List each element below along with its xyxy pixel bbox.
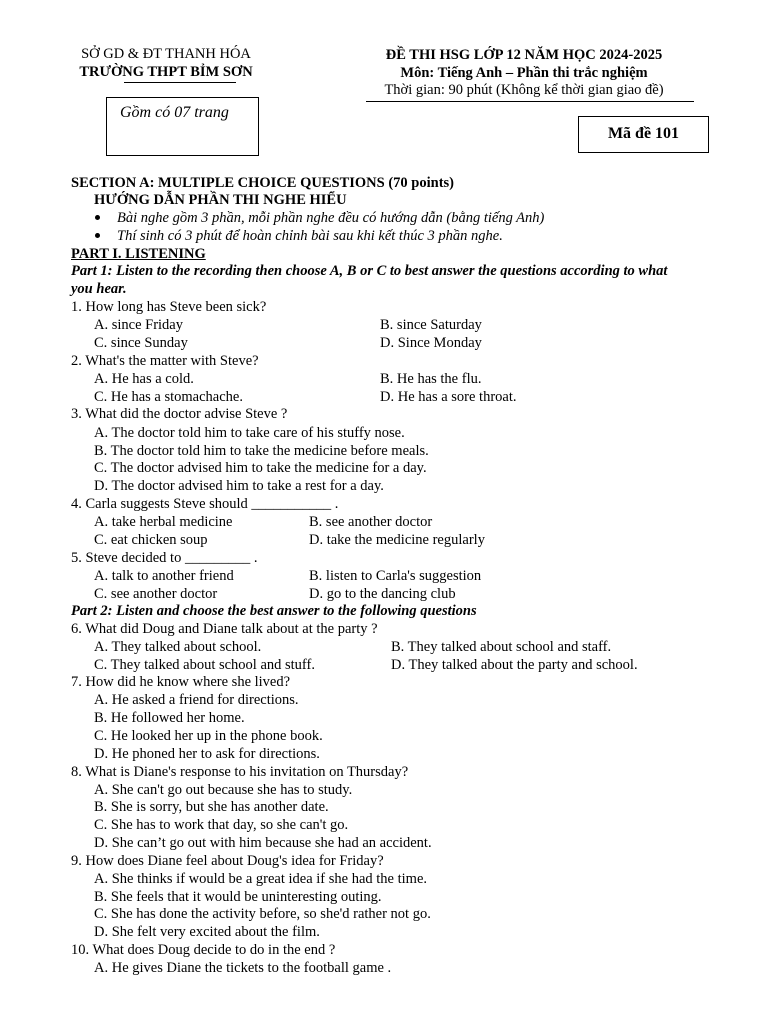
question-7: 7. How did he know where she lived?: [71, 674, 291, 690]
question-8: 8. What is Diane's response to his invitation on Thursday?: [71, 764, 409, 780]
q7-option-a: A. He asked a friend for directions.: [94, 692, 299, 708]
q7-option-b: B. He followed her home.: [94, 710, 245, 726]
q5-option-d: D. go to the dancing club: [309, 586, 456, 602]
q4-option-c: C. eat chicken soup: [94, 532, 208, 548]
listening-guide-title: HƯỚNG DẪN PHẦN THI NGHE HIỂU: [94, 192, 347, 208]
q10-option-a: A. He gives Diane the tickets to the football game .: [94, 960, 392, 976]
q7-option-c: C. He looked her up in the phone book.: [94, 728, 323, 744]
q9-option-b: B. She feels that it would be uninteresting outing.: [94, 889, 382, 905]
exam-code: Mã đề 101: [607, 125, 680, 142]
question-2: 2. What's the matter with Steve?: [71, 353, 259, 369]
q4-option-d: D. take the medicine regularly: [309, 532, 485, 548]
question-3: 3. What did the doctor advise Steve ?: [71, 406, 288, 422]
part-1-heading: PART I. LISTENING: [71, 246, 206, 262]
q6-option-a: A. They talked about school.: [94, 639, 262, 655]
q3-option-c: C. The doctor advised him to take the medicine for a day.: [94, 460, 427, 476]
question-10: 10. What does Doug decide to do in the end ?: [71, 942, 336, 958]
q3-option-d: D. The doctor advised him to take a rest for a day.: [94, 478, 384, 494]
q4-option-a: A. take herbal medicine: [94, 514, 233, 530]
subject-line: Môn: Tiếng Anh – Phần thi trắc nghiệm: [400, 65, 648, 81]
question-6: 6. What did Doug and Diane talk about at the party ?: [71, 621, 378, 637]
exam-code-box: [578, 116, 709, 153]
part-2-heading: Part 2: Listen and choose the best answer to the following questions: [71, 603, 477, 619]
q8-option-d: D. She can’t go out with him because she had an accident.: [94, 835, 432, 851]
page-count-box: [106, 97, 259, 156]
question-4: 4. Carla suggests Steve should ___________ .: [71, 496, 339, 512]
q2-option-b: B. He has the flu.: [380, 371, 482, 387]
q3-option-b: B. The doctor told him to take the medicine before meals.: [94, 443, 429, 459]
q8-option-a: A. She can't go out because she has to study.: [94, 782, 353, 798]
q9-option-d: D. She felt very excited about the film.: [94, 924, 320, 940]
time-line: Thời gian: 90 phút (Không kể thời gian giao đề): [384, 82, 664, 98]
q1-option-d: D. Since Monday: [380, 335, 482, 351]
q8-option-b: B. She is sorry, but she has another date.: [94, 799, 329, 815]
question-9: 9. How does Diane feel about Doug's idea for Friday?: [71, 853, 384, 869]
bullet-dot-2: [95, 233, 100, 238]
q3-option-a: A. The doctor told him to take care of his stuffy nose.: [94, 425, 405, 441]
q5-option-c: C. see another doctor: [94, 586, 218, 602]
part-1-instruction-cont: you hear.: [71, 281, 127, 297]
guide-bullet-2: Thí sinh có 3 phút để hoàn chỉnh bài sau khi kết thúc 3 phần nghe.: [117, 228, 503, 244]
q8-option-c: C. She has to work that day, so she can't go.: [94, 817, 349, 833]
page-count: Gồm có 07 trang: [120, 104, 229, 121]
exam-title: ĐỀ THI HSG LỚP 12 NĂM HỌC 2024-2025: [385, 47, 663, 63]
q5-option-b: B. listen to Carla's suggestion: [309, 568, 482, 584]
question-1: 1. How long has Steve been sick?: [71, 299, 267, 315]
department-name: SỞ GD & ĐT THANH HÓA: [81, 46, 251, 62]
q1-option-b: B. since Saturday: [380, 317, 482, 333]
q6-option-d: D. They talked about the party and school.: [391, 657, 638, 673]
q2-option-a: A. He has a cold.: [94, 371, 194, 387]
header-divider: [366, 101, 694, 102]
q9-option-c: C. She has done the activity before, so she'd rather not go.: [94, 906, 431, 922]
q4-option-b: B. see another doctor: [309, 514, 433, 530]
q6-option-c: C. They talked about school and stuff.: [94, 657, 315, 673]
q5-option-a: A. talk to another friend: [94, 568, 234, 584]
school-underline: [124, 82, 236, 83]
q2-option-c: C. He has a stomachache.: [94, 389, 243, 405]
part-1-instruction: Part 1: Listen to the recording then choose A, B or C to best answer the questions according to what: [71, 263, 668, 279]
guide-bullet-1: Bài nghe gồm 3 phần, mỗi phần nghe đều có hướng dẫn (bằng tiếng Anh): [117, 210, 545, 226]
q9-option-a: A. She thinks if would be a great idea if she had the time.: [94, 871, 428, 887]
q1-option-c: C. since Sunday: [94, 335, 188, 351]
school-name: TRƯỜNG THPT BỈM SƠN: [79, 64, 253, 80]
section-a-title: SECTION A: MULTIPLE CHOICE QUESTIONS (70 points): [71, 175, 454, 191]
bullet-dot-1: [95, 215, 100, 220]
q6-option-b: B. They talked about school and staff.: [391, 639, 612, 655]
q7-option-d: D. He phoned her to ask for directions.: [94, 746, 320, 762]
q1-option-a: A. since Friday: [94, 317, 183, 333]
q2-option-d: D. He has a sore throat.: [380, 389, 517, 405]
question-5: 5. Steve decided to _________ .: [71, 550, 258, 566]
